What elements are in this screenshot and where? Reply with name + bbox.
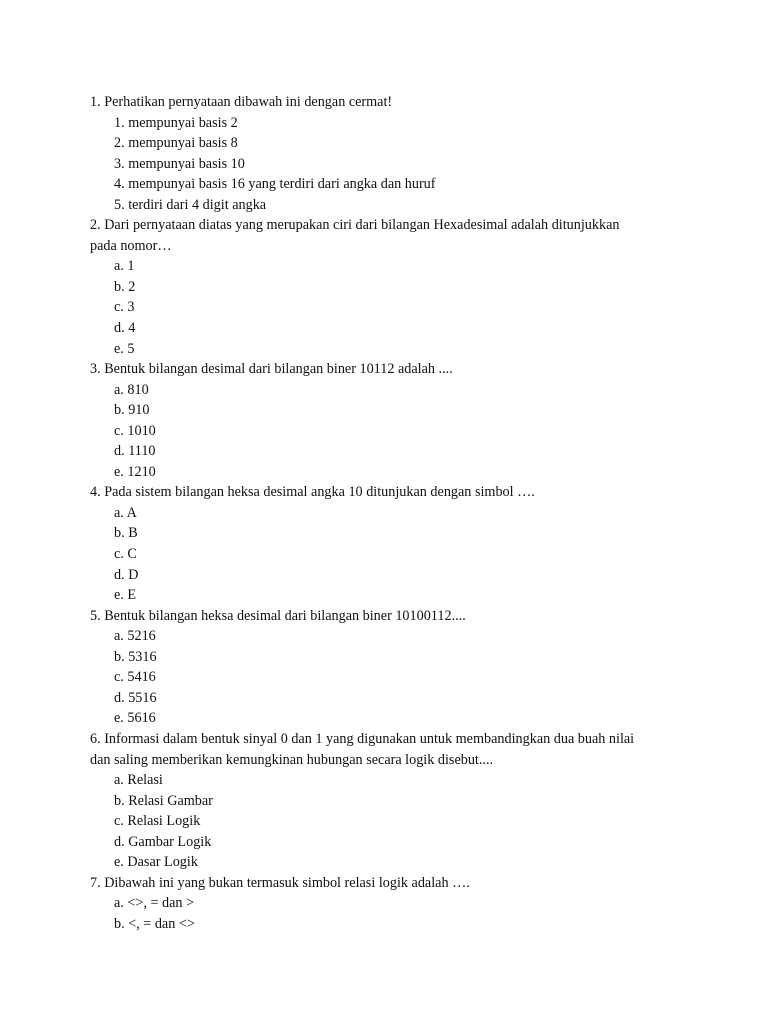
question-6-stem: 6. Informasi dalam bentuk sinyal 0 dan 1 yang digunakan untuk membandingkan dua buah nilai: [90, 730, 635, 747]
question-6-option-d: d. Gambar Logik: [114, 833, 212, 850]
question-7-stem: 7. Dibawah ini yang bukan termasuk simbol relasi logik adalah ….: [90, 874, 470, 891]
question-1-item: 2. mempunyai basis 8: [114, 135, 238, 152]
question-1-item: 5. terdiri dari 4 digit angka: [114, 196, 267, 213]
question-4-option-a: a. A: [114, 504, 137, 521]
question-3-option-e: e. 1210: [114, 463, 156, 480]
question-6-option-a: a. Relasi: [114, 772, 163, 789]
question-5-option-d: d. 5516: [114, 689, 157, 706]
question-5-option-b: b. 5316: [114, 648, 157, 665]
question-1-item: 4. mempunyai basis 16 yang terdiri dari angka dan huruf: [114, 176, 436, 193]
question-7-option-a: a. <>, = dan >: [114, 895, 195, 912]
question-2-option-d: d. 4: [114, 320, 136, 337]
question-4-option-d: d. D: [114, 566, 139, 583]
question-4-option-b: b. B: [114, 525, 138, 542]
question-2-option-b: b. 2: [114, 278, 136, 295]
document-page: [0, 92, 768, 934]
question-3-option-a: a. 810: [114, 381, 149, 398]
question-2-stem-continued: pada nomor…: [90, 237, 172, 254]
question-2-stem: 2. Dari pernyataan diatas yang merupakan ciri dari bilangan Hexadesimal adalah ditunjukkan: [90, 217, 620, 234]
question-2-option-a: a. 1: [114, 258, 135, 275]
question-5-option-e: e. 5616: [114, 710, 156, 727]
question-3-option-b: b. 910: [114, 402, 150, 419]
question-7-option-b: b. <, = dan <>: [114, 915, 195, 932]
question-1-item: 3. mempunyai basis 10: [114, 155, 245, 172]
question-4-option-e: e. E: [114, 587, 137, 604]
question-3-option-d: d. 1110: [114, 443, 156, 460]
question-6-option-b: b. Relasi Gambar: [114, 792, 213, 809]
question-6-option-c: c. Relasi Logik: [114, 813, 201, 830]
question-4-stem: 4. Pada sistem bilangan heksa desimal angka 10 ditunjukan dengan simbol ….: [90, 484, 535, 501]
question-5-stem: 5. Bentuk bilangan heksa desimal dari bilangan biner 10100112....: [90, 607, 466, 624]
question-3-stem: 3. Bentuk bilangan desimal dari bilangan biner 10112 adalah ....: [90, 361, 453, 378]
question-2-option-c: c. 3: [114, 299, 135, 316]
question-6-option-e: e. Dasar Logik: [114, 854, 198, 871]
question-3-option-c: c. 1010: [114, 422, 156, 439]
question-1-stem: 1. Perhatikan pernyataan dibawah ini dengan cermat!: [90, 94, 393, 110]
question-4-option-c: c. C: [114, 546, 137, 563]
question-5-option-c: c. 5416: [114, 669, 156, 686]
question-2-option-e: e. 5: [114, 340, 135, 357]
question-1-item: 1. mempunyai basis 2: [114, 114, 238, 131]
question-5-option-a: a. 5216: [114, 628, 156, 645]
question-6-stem-continued: dan saling memberikan kemungkinan hubungan secara logik disebut....: [90, 751, 494, 768]
